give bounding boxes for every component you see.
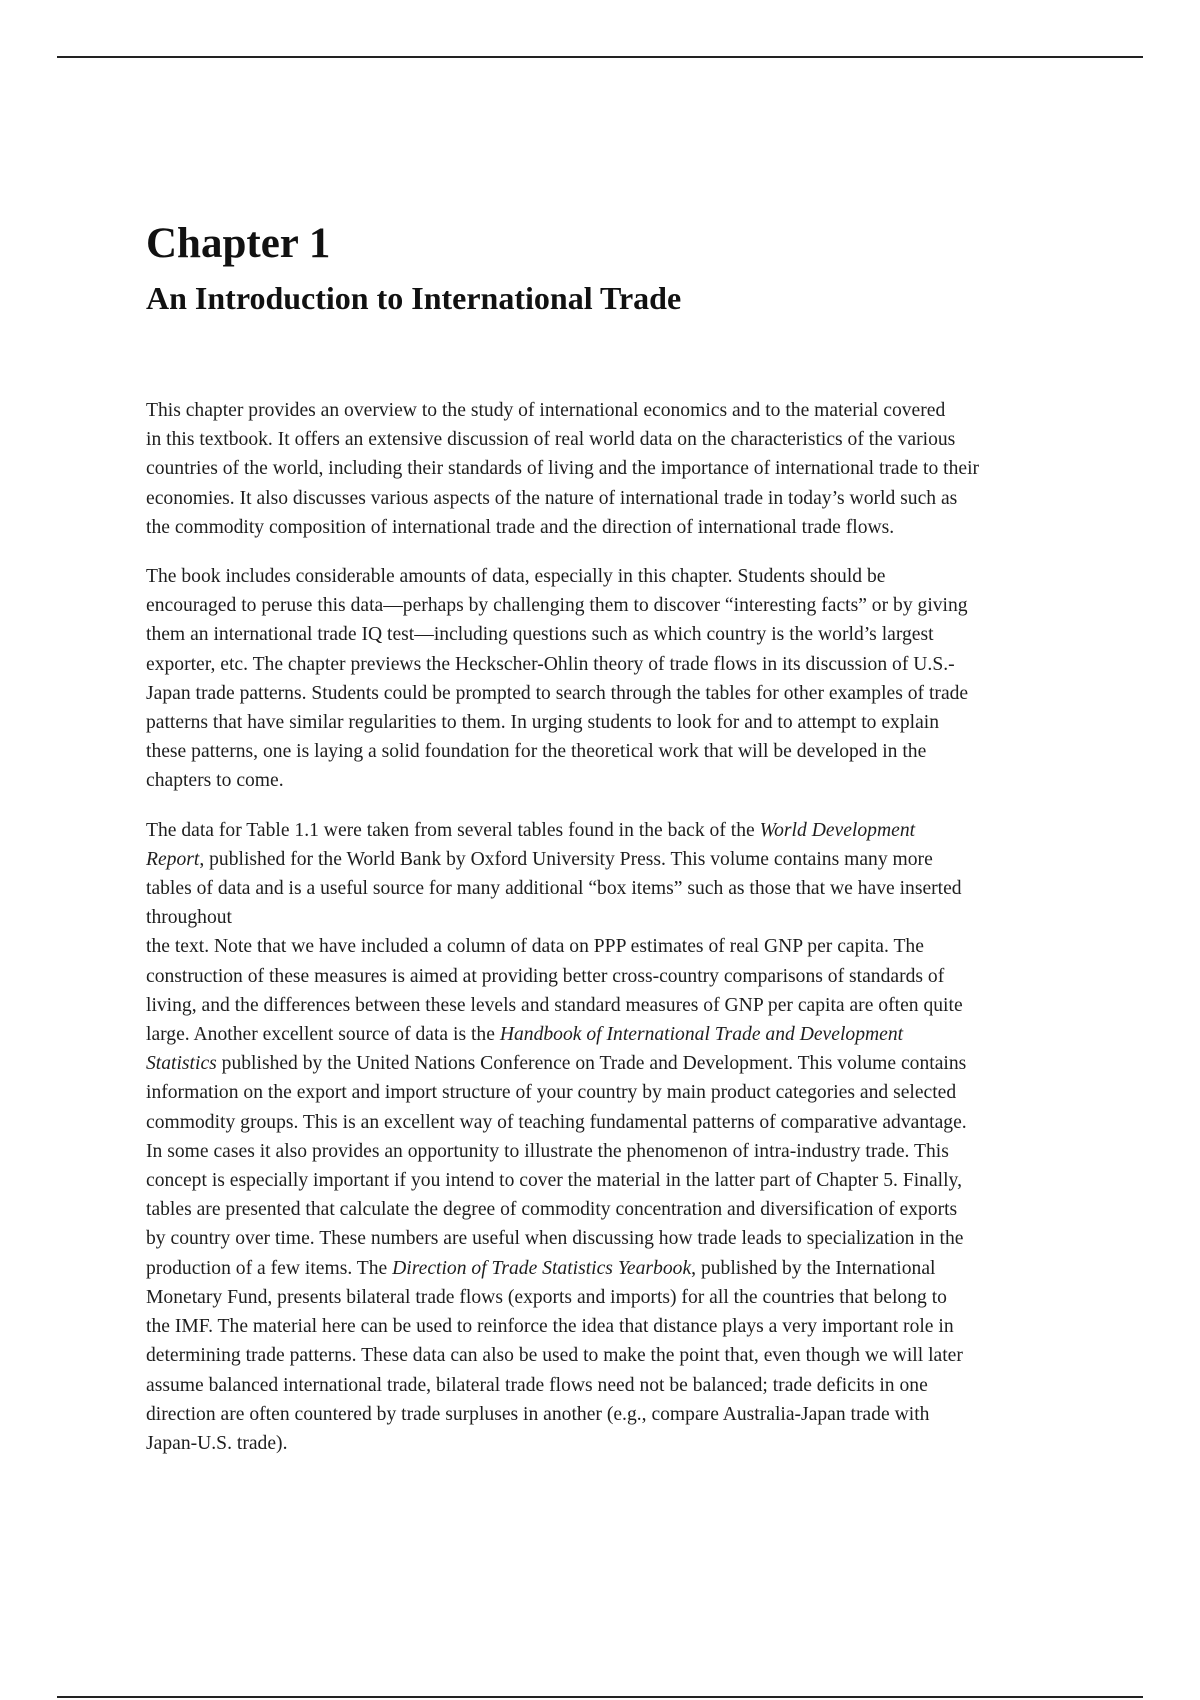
body-text	[146, 396, 1096, 1458]
text-run: published by the United Nations Conference on Trade and Development. This volume contains	[216, 1053, 967, 1075]
paragraph-line	[146, 1020, 1096, 1049]
paragraph-line: construction of these measures is aimed at providing better cross-country comparisons of standards of	[146, 965, 945, 987]
bottom-rule	[57, 1696, 1143, 1698]
text-run: large. Another excellent source of data is the	[146, 1024, 500, 1046]
paragraph-line: determining trade patterns. These data can also be used to make the point that, even though we will later	[146, 1345, 963, 1367]
paragraph-line: commodity groups. This is an excellent way of teaching fundamental patterns of comparative advantage.	[146, 1111, 967, 1133]
paragraph-line: Monetary Fund, presents bilateral trade flows (exports and imports) for all the countries that belong to	[146, 1286, 947, 1308]
paragraph-line: chapters to come.	[146, 770, 284, 792]
paragraph-line: the commodity composition of international trade and the direction of international trade flows.	[146, 516, 895, 538]
paragraph-line: living, and the differences between these levels and standard measures of GNP per capita are often quite	[146, 994, 963, 1016]
paragraph-line: exporter, etc. The chapter previews the Heckscher-Ohlin theory of trade flows in its discussion of U.S.-	[146, 653, 955, 675]
paragraph-2	[146, 562, 1096, 796]
paragraph-line: information on the export and import structure of your country by main product categories and selected	[146, 1082, 957, 1104]
top-rule	[57, 56, 1143, 58]
paragraph-line: countries of the world, including their standards of living and the importance of international trade to their	[146, 458, 980, 480]
paragraph-line: economies. It also discusses various aspects of the nature of international trade in today’s world such as	[146, 487, 958, 509]
paragraph-line: the text. Note that we have included a column of data on PPP estimates of real GNP per capita. The	[146, 936, 924, 958]
paragraph-line: Japan trade patterns. Students could be prompted to search through the tables for other examples of trade	[146, 682, 969, 704]
paragraph-line: encouraged to peruse this data—perhaps by challenging them to discover “interesting facts” or by giving	[146, 595, 968, 617]
paragraph-line: Japan-U.S. trade).	[146, 1432, 288, 1454]
text-run: The data for Table 1.1 were taken from several tables found in the back of the	[146, 819, 760, 841]
paragraph-line: in this textbook. It offers an extensive discussion of real world data on the characteristics of the various	[146, 429, 956, 451]
italic-title-handbook: Handbook of International Trade and Development	[499, 1024, 904, 1046]
italic-title-handbook: Statistics	[146, 1053, 217, 1075]
paragraph-3	[146, 816, 1096, 1458]
paragraph-line: The book includes considerable amounts of data, especially in this chapter. Students should be	[146, 566, 886, 588]
chapter-title: An Introduction to International Trade	[146, 280, 682, 316]
text-run: , published by the International	[691, 1257, 936, 1279]
chapter-number: Chapter 1	[146, 220, 331, 267]
paragraph-1	[146, 396, 1096, 542]
paragraph-line	[146, 1049, 1096, 1078]
paragraph-line	[146, 1254, 1096, 1283]
paragraph-line: assume balanced international trade, bilateral trade flows need not be balanced; trade deficits in one	[146, 1374, 928, 1396]
paragraph-line: tables are presented that calculate the degree of commodity concentration and diversification of exports	[146, 1199, 958, 1221]
paragraph-line: these patterns, one is laying a solid foundation for the theoretical work that will be developed in the	[146, 741, 927, 763]
text-run: , published for the World Bank by Oxford University Press. This volume contains many more	[199, 848, 933, 870]
italic-title-world-development-report: World Development	[759, 819, 916, 841]
paragraph-line: concept is especially important if you intend to cover the material in the latter part of Chapter 5. Finally,	[146, 1170, 962, 1192]
paragraph-line: the IMF. The material here can be used to reinforce the idea that distance plays a very important role in	[146, 1316, 954, 1338]
paragraph-line: In some cases it also provides an opportunity to illustrate the phenomenon of intra-industry trade. This	[146, 1140, 949, 1162]
paragraph-line: This chapter provides an overview to the study of international economics and to the material covered	[146, 400, 946, 421]
page-content	[146, 218, 1096, 1478]
text-run: production of a few items. The	[146, 1257, 393, 1279]
paragraph-line: patterns that have similar regularities to them. In urging students to look for and to attempt to explain	[146, 712, 940, 734]
paragraph-line	[146, 845, 1096, 874]
paragraph-line	[146, 816, 1096, 845]
paragraph-line: direction are often countered by trade surpluses in another (e.g., compare Australia-Japan trade with	[146, 1403, 930, 1425]
italic-title-world-development-report: Report	[146, 848, 200, 870]
italic-title-direction-of-trade: Direction of Trade Statistics Yearbook	[392, 1257, 692, 1279]
paragraph-line: tables of data and is a useful source for many additional “box items” such as those that we have inserted	[146, 878, 962, 900]
paragraph-line: them an international trade IQ test—including questions such as which country is the world’s largest	[146, 624, 934, 646]
paragraph-line: throughout	[146, 907, 232, 929]
paragraph-line: by country over time. These numbers are useful when discussing how trade leads to specialization in the	[146, 1228, 964, 1250]
